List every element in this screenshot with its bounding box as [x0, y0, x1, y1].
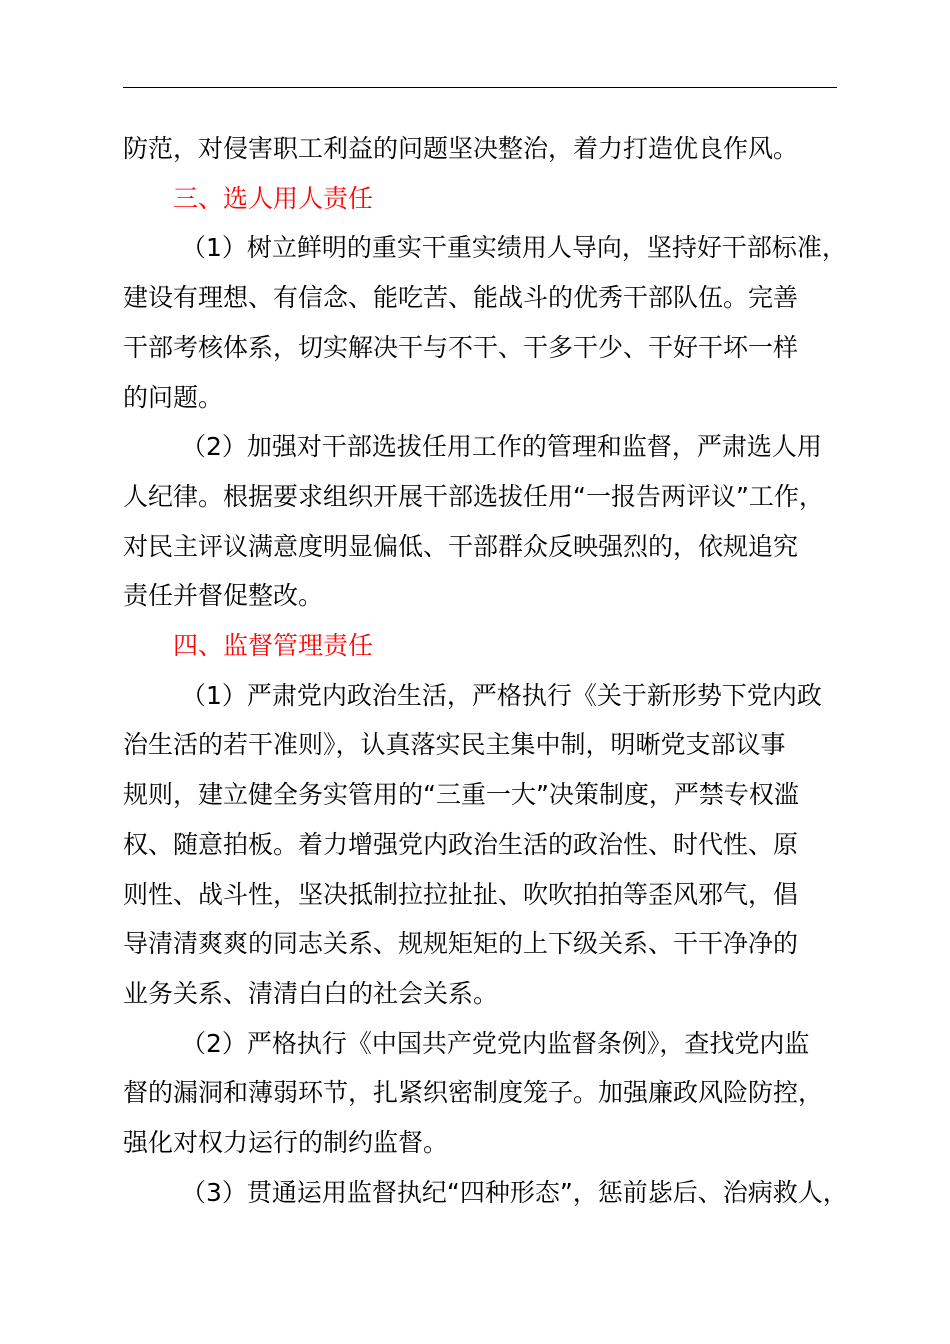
- text-line: 建设有理想、有信念、能吃苦、能战斗的优秀干部队伍。完善: [123, 283, 799, 313]
- text-line: 的问题。: [123, 382, 224, 412]
- text-line: 人纪律。根据要求组织开展干部选拔任用“一报告两评议”工作，: [123, 481, 824, 511]
- text-line: 防范，对侵害职工利益的问题坚决整治，着力打造优良作风。: [123, 134, 799, 163]
- text-line: 权、随意拍板。着力增强党内政治生活的政治性、时代性、原: [123, 829, 799, 859]
- text-line: 导清清爽爽的同志关系、规规矩矩的上下级关系、干干净净的: [123, 929, 799, 959]
- section-heading: 四、监督管理责任: [173, 631, 374, 661]
- paragraph-start: （1）树立鲜明的重实干重实绩用人导向，坚持好干部标准，: [181, 233, 847, 263]
- text-line: 则性、战斗性，坚决抵制拉拉扯扯、吹吹拍拍等歪风邪气，倡: [123, 879, 799, 909]
- text-line: 责任并督促整改。: [123, 581, 324, 611]
- text-line: 强化对权力运行的制约监督。: [123, 1128, 449, 1158]
- paragraph-start: （2）加强对干部选拔任用工作的管理和监督，严肃选人用: [181, 432, 822, 462]
- text-line: 规则，建立健全务实管用的“三重一大”决策制度，严禁专权滥: [123, 780, 799, 810]
- text-line: 督的漏洞和薄弱环节，扎紧织密制度笼子。加强廉政风险防控，: [123, 1078, 824, 1108]
- text-line: 干部考核体系，切实解决干与不干、干多干少、干好干坏一样: [123, 332, 799, 362]
- paragraph-start: （1）严肃党内政治生活，严格执行《关于新形势下党内政: [181, 680, 822, 710]
- section-heading: 三、选人用人责任: [173, 183, 374, 213]
- paragraph-start: （3）贯通运用监督执纪“四种形态”，惩前毖后、治病救人，: [181, 1177, 848, 1207]
- header-rule: [123, 87, 837, 88]
- text-line: 业务关系、清清白白的社会关系。: [123, 978, 499, 1008]
- paragraph-start: （2）严格执行《中国共产党党内监督条例》，查找党内监: [181, 1028, 810, 1058]
- text-line: 对民主评议满意度明显偏低、干部群众反映强烈的，依规追究: [123, 531, 799, 561]
- text-line: 治生活的若干准则》，认真落实民主集中制，明晰党支部议事: [123, 730, 786, 760]
- document-body: [123, 124, 863, 1217]
